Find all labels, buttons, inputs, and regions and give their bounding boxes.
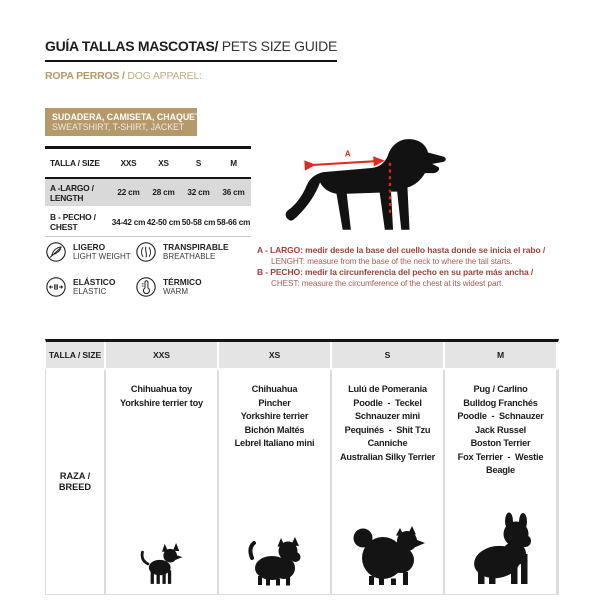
measuring-notes — [257, 245, 577, 289]
length-s: 32 cm — [187, 188, 210, 197]
breed-cell-xxs — [106, 370, 217, 594]
feature-warm — [135, 276, 202, 298]
feature-lightweight-en: LIGHT WEIGHT — [73, 252, 131, 261]
feature-breathable-en: BREATHABLE — [163, 252, 216, 261]
size-measurements-table — [45, 146, 251, 237]
dog-image-s — [349, 522, 427, 586]
note-chest-en-label: CHEST: — [271, 279, 300, 288]
yorkshire-terrier-silhouette — [244, 534, 306, 586]
breed-row-label-es: RAZA / — [59, 471, 91, 481]
page-subtitle — [45, 70, 202, 82]
breed-header-s: S — [332, 342, 443, 368]
breed-list-xxs — [120, 383, 203, 410]
feature-lightweight — [45, 241, 131, 263]
pomeranian-silhouette — [349, 522, 427, 586]
breed-list-xs — [235, 383, 315, 451]
breed-line: Bichón Maltés — [244, 424, 305, 435]
chest-m: 58-66 cm — [216, 217, 251, 227]
french-bulldog-silhouette — [461, 512, 541, 586]
length-xxs: 22 cm — [117, 188, 140, 197]
note-length-en — [257, 256, 577, 267]
dog-image-xxs — [137, 540, 187, 586]
dog-image-xs — [244, 534, 306, 586]
breed-line: Pincher — [258, 397, 291, 408]
breed-line: Pequinés - Shit Tzu — [344, 424, 431, 435]
breed-table-header — [45, 339, 559, 368]
note-length-es-text: medir desde la base del cuello hasta donde se inicia el rabo / — [302, 245, 546, 255]
feature-breathable — [135, 241, 229, 263]
breed-line: Lulú de Pomerania — [348, 384, 427, 394]
breed-line: Beagle — [486, 465, 515, 475]
note-length-en-label: LENGHT: — [271, 257, 305, 266]
feature-breathable-es: TRANSPIRABLE — [163, 242, 229, 252]
breed-header-xxs: XXS — [106, 342, 217, 368]
chest-s: 50-58 cm — [181, 217, 216, 227]
size-table-header-s: S — [195, 158, 202, 168]
breed-line: Poodle - Teckel — [353, 397, 422, 408]
note-chest-es-label: B - PECHO: — [257, 267, 303, 277]
page-title — [45, 38, 337, 62]
breed-header-label: TALLA / SIZE — [46, 342, 104, 368]
breed-line: Boston Terrier — [470, 438, 531, 448]
breed-cell-m — [445, 370, 556, 594]
page-subtitle-es: ROPA PERROS / — [45, 70, 125, 82]
category-badge — [45, 108, 209, 136]
note-length-es — [257, 245, 577, 256]
breed-cell-xs — [219, 370, 330, 594]
breed-line: Fox Terrier - Westie — [457, 451, 544, 462]
chest-row-label: B - PECHO / CHEST — [50, 212, 96, 232]
feather-icon — [45, 241, 67, 263]
note-chest-en-text: measure the circumference of the chest at its widest part. — [299, 279, 504, 288]
breed-line: Bulldog Franchés — [463, 397, 538, 408]
breed-line: Lebrel Italiano mini — [234, 438, 315, 448]
size-table-header-xxs: XXS — [120, 158, 137, 168]
breed-list-m — [457, 383, 543, 478]
breed-line: Canniche — [367, 438, 408, 448]
note-chest-en — [257, 278, 577, 289]
note-chest-es — [257, 267, 577, 278]
labrador-silhouette — [286, 139, 446, 230]
breed-table-body — [45, 368, 559, 595]
chest-row — [45, 208, 251, 237]
size-table-header-row — [45, 149, 251, 179]
page-subtitle-en: DOG APPAREL: — [127, 70, 202, 82]
breed-line: Schnauzer mini — [354, 411, 421, 421]
breed-header-m: M — [445, 342, 556, 368]
length-m: 36 cm — [222, 188, 245, 197]
breed-line: Chihuahua — [251, 384, 298, 394]
page-title-en: PETS SIZE GUIDE — [218, 38, 337, 54]
breed-header-xs: XS — [219, 342, 330, 368]
note-chest-es-text: medir la circunferencia del pecho en su parte más ancha / — [302, 267, 534, 277]
breed-cell-s — [332, 370, 443, 594]
breed-row-label-cell — [46, 370, 104, 594]
size-table-header-m: M — [230, 158, 237, 168]
length-arrow-label: A — [344, 149, 351, 159]
breed-line: Poodle - Schnauzer — [457, 411, 544, 421]
length-row-label: A -LARGO / LENGTH — [50, 182, 94, 203]
breed-row-label-en: BREED — [58, 482, 92, 492]
breed-line: Yorkshire terrier toy — [120, 397, 203, 408]
breed-line: Jack Russel — [475, 424, 526, 435]
length-xs: 28 cm — [152, 188, 175, 197]
thermometer-icon — [135, 276, 157, 298]
breed-line: Yorkshire terrier — [240, 411, 309, 421]
feature-warm-es: TÉRMICO — [163, 277, 202, 287]
chest-xs: 42-50 cm — [146, 217, 181, 227]
length-arrow — [314, 161, 383, 165]
length-row — [45, 179, 251, 208]
page-title-es: GUÍA TALLAS MASCOTAS/ — [45, 38, 219, 54]
category-line-es: SUDADERA, CAMISETA, CHAQUETA/ — [52, 112, 209, 122]
size-table-header-label: TALLA / SIZE — [50, 158, 100, 168]
feature-elastic-en: ELASTIC — [73, 287, 107, 296]
feature-elastic-es: ELÁSTICO — [73, 277, 116, 287]
category-line-en: SWEATSHIRT, T-SHIRT, JACKET — [52, 122, 185, 132]
elastic-icon — [45, 276, 67, 298]
size-table-header-xs: XS — [158, 158, 169, 168]
feature-lightweight-es: LIGERO — [73, 242, 106, 252]
breed-line: Australian Silky Terrier — [339, 451, 436, 462]
feature-elastic — [45, 276, 115, 298]
breed-line: Pug / Carlino — [473, 384, 528, 394]
breathable-icon — [135, 241, 157, 263]
breed-list-s — [340, 383, 435, 464]
dog-silhouette-diagram — [283, 134, 463, 239]
measuring-diagram — [283, 134, 463, 244]
feature-warm-en: WARM — [163, 287, 189, 296]
chest-xxs: 34-42 cm — [111, 217, 146, 227]
note-length-en-text: measure from the base of the neck to where the tail starts. — [304, 257, 513, 266]
dog-image-m — [461, 512, 541, 586]
chihuahua-silhouette — [137, 540, 187, 586]
breed-line: Chihuahua toy — [130, 384, 193, 394]
note-length-es-label: A - LARGO: — [257, 245, 303, 255]
breed-table — [45, 339, 559, 595]
